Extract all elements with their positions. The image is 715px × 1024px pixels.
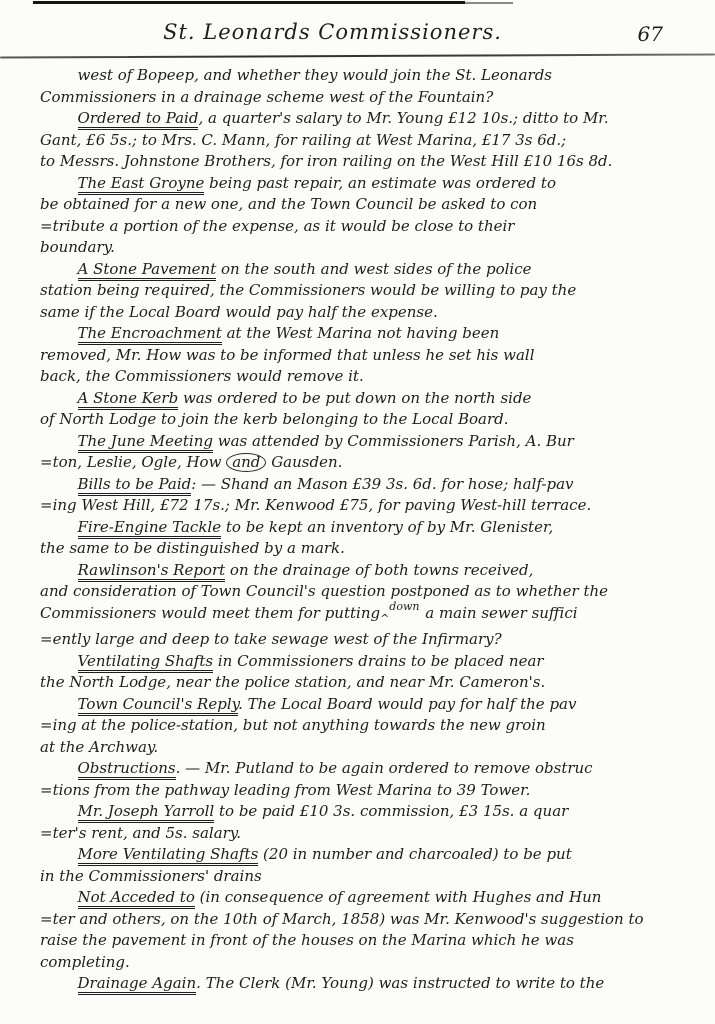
paragraph xyxy=(40,65,689,108)
manuscript-line xyxy=(40,758,689,780)
paragraph-heading: The June Meeting xyxy=(78,432,214,453)
manuscript-line xyxy=(40,431,689,453)
paragraph xyxy=(40,758,689,801)
paragraph-text: (in consequence of agreement with Hughes and Hun xyxy=(194,888,602,906)
manuscript-line xyxy=(40,694,689,716)
manuscript-line xyxy=(40,173,689,195)
paragraph xyxy=(40,173,689,259)
paragraph-text: (20 in number and charcoaled) to be put xyxy=(258,845,572,863)
paragraph xyxy=(40,973,689,995)
paragraph-text: on the drainage of both towns received, xyxy=(225,560,534,579)
paragraph xyxy=(40,887,689,973)
paragraph-text: was attended by Commissioners Parish, A. Bur xyxy=(213,431,574,450)
paragraph xyxy=(40,844,689,887)
paragraph-heading: A Stone Kerb xyxy=(78,389,179,410)
manuscript-line: at the Archway. xyxy=(40,737,159,756)
page-number: 67 xyxy=(637,22,663,46)
manuscript-line xyxy=(40,801,689,823)
paragraph-heading: A Stone Pavement xyxy=(78,260,217,281)
paragraph xyxy=(40,694,689,759)
page-header xyxy=(0,0,715,52)
paragraph-heading: Drainage Again xyxy=(78,974,197,995)
manuscript-line: back, the Commissioners would remove it. xyxy=(40,367,364,385)
manuscript-line xyxy=(40,560,689,582)
manuscript-line xyxy=(40,65,689,87)
paragraph-text: was ordered to be put down on the north side xyxy=(178,388,532,407)
manuscript-line: =ently large and deep to take sewage west of the Infirmary? xyxy=(40,630,502,648)
paragraph-heading: The East Groyne xyxy=(78,174,205,195)
paragraph xyxy=(40,801,689,844)
manuscript-line: be obtained for a new one, and the Town Council be asked to con xyxy=(40,195,538,213)
manuscript-line xyxy=(40,388,689,410)
paragraph xyxy=(40,388,689,431)
manuscript-line: raise the pavement in front of the houses on the Marina which he was xyxy=(40,931,574,949)
manuscript-line xyxy=(40,973,689,995)
manuscript-line: the same to be distinguished by a mark. xyxy=(40,539,345,557)
manuscript-line: the North Lodge, near the police station, and near Mr. Cameron's. xyxy=(40,673,546,691)
manuscript-line: =tribute a portion of the expense, as it would be close to their xyxy=(40,216,515,235)
paragraph-heading: More Ventilating Shafts xyxy=(78,845,259,866)
manuscript-line xyxy=(40,844,689,866)
manuscript-line: Commissioners in a drainage scheme west of the Fountain? xyxy=(40,87,494,106)
manuscript-line: =ing West Hill, £72 17s.; Mr. Kenwood £75, for paving West-hill terrace. xyxy=(40,496,592,514)
manuscript-line xyxy=(40,474,689,496)
paragraph-heading: The Encroachment xyxy=(78,324,222,345)
manuscript-line: same if the Local Board would pay half the expense. xyxy=(40,302,438,321)
circled-word: and xyxy=(226,453,266,472)
manuscript-body xyxy=(0,57,715,995)
paragraph xyxy=(40,474,689,517)
manuscript-line: removed, Mr. How was to be informed that unless he set his wall xyxy=(40,345,535,364)
paragraph-heading: Rawlinson's Report xyxy=(78,561,226,582)
manuscript-line xyxy=(40,108,689,130)
paragraph xyxy=(40,259,689,324)
paragraph-text: on the south and west sides of the police xyxy=(216,259,532,278)
inserted-word: down xyxy=(389,599,420,613)
paragraph-text: . The Local Board would pay for half the pav xyxy=(238,694,577,713)
manuscript-line: and consideration of Town Council's question postponed as to whether the xyxy=(40,582,609,600)
paragraph-text: west of Bopeep, and whether they would join the St. Leonards xyxy=(77,66,552,84)
manuscript-line xyxy=(40,323,689,345)
paragraph-text: . The Clerk (Mr. Young) was instructed to write to the xyxy=(196,974,605,992)
paragraph-heading: Mr. Joseph Yarroll xyxy=(78,802,215,823)
paragraph-text: . — Mr. Putland to be again ordered to remove obstruc xyxy=(175,759,593,777)
paragraph-text: at the West Marina not having been xyxy=(221,324,500,342)
manuscript-line: boundary. xyxy=(40,238,115,256)
manuscript-line: of North Lodge to join the kerb belonging to the Local Board. xyxy=(40,410,509,428)
paragraph-heading: Ventilating Shafts xyxy=(78,652,214,673)
manuscript-line: station being required, the Commissioners would be willing to pay the xyxy=(40,281,577,299)
manuscript-line: =ing at the police-station, but not anything towards the new groin xyxy=(40,716,546,734)
manuscript-line: Gant, £6 5s.; to Mrs. C. Mann, for railing at West Marina, £17 3s 6d.; xyxy=(40,130,567,149)
paragraph xyxy=(40,108,689,173)
paragraph-text: to be kept an inventory of by Mr. Glenister, xyxy=(221,517,554,536)
paragraph-heading: Bills to be Paid xyxy=(78,475,192,496)
paragraph-text: : — Shand an Mason £39 3s. 6d. for hose; half-pav xyxy=(191,474,574,493)
manuscript-line: completing. xyxy=(40,952,130,971)
manuscript-line xyxy=(40,651,689,673)
paragraph xyxy=(40,560,689,651)
paragraph-text: in Commissioners drains to be placed near xyxy=(213,651,544,670)
manuscript-line xyxy=(40,887,689,909)
paragraph-heading: Obstructions xyxy=(78,759,176,780)
manuscript-line: =ter and others, on the 10th of March, 1858) was Mr. Kenwood's suggestion to xyxy=(40,909,644,928)
paragraph xyxy=(40,517,689,560)
manuscript-line: =ton, Leslie, Ogle, How and Gausden. xyxy=(40,453,343,471)
paragraph-heading: Town Council's Reply xyxy=(78,695,239,716)
paragraph xyxy=(40,323,689,388)
insertion-caret: ^ xyxy=(380,611,389,625)
paragraph-text: to be paid £10 3s. commission, £3 15s. a quar xyxy=(214,802,569,820)
paragraph-heading: Fire-Engine Tackle xyxy=(78,518,222,539)
paragraph xyxy=(40,431,689,474)
manuscript-line xyxy=(40,259,689,281)
manuscript-line: to Messrs. Johnstone Brothers, for iron railing on the West Hill £10 16s 8d. xyxy=(40,152,613,170)
page-title: St. Leonards Commissioners. xyxy=(163,20,502,44)
manuscript-line: in the Commissioners' drains xyxy=(40,866,262,885)
manuscript-line xyxy=(40,517,689,539)
manuscript-line: =ter's rent, and 5s. salary. xyxy=(40,823,242,842)
manuscript-line: =tions from the pathway leading from West Marina to 39 Tower. xyxy=(40,780,531,799)
paragraph-heading: Not Acceded to xyxy=(78,888,195,909)
paragraph-heading: Ordered to Paid xyxy=(78,109,199,130)
paragraph-text: being past repair, an estimate was ordered to xyxy=(204,173,556,192)
paragraph xyxy=(40,651,689,694)
paragraph-text: , a quarter's salary to Mr. Young £12 10s.; ditto to Mr. xyxy=(198,109,609,127)
manuscript-line: Commissioners would meet them for putting$_{\^{}}^{down}$ a main sewer suffici xyxy=(40,599,578,625)
